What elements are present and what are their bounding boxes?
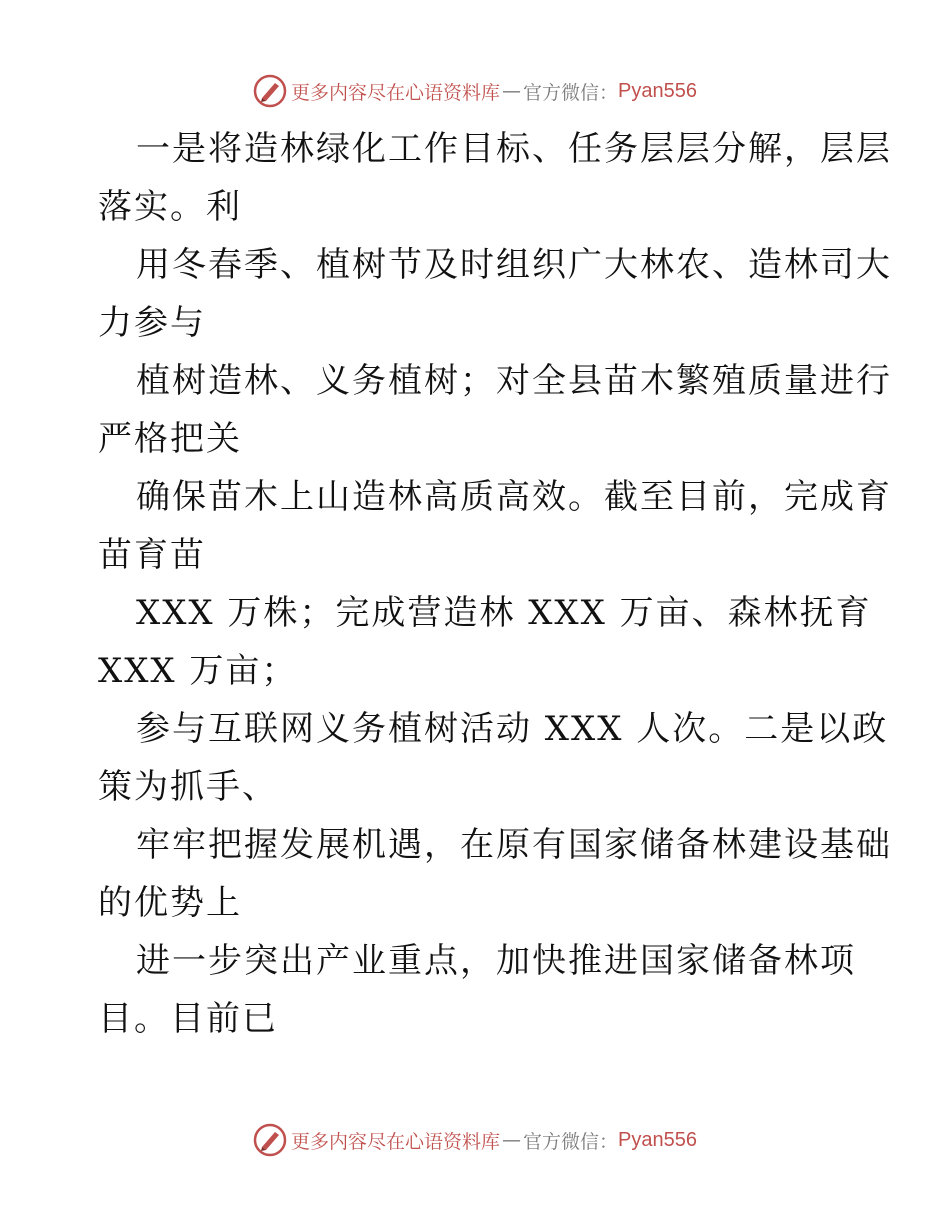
body-line: XXX 万亩； <box>98 651 298 691</box>
footer-banner <box>0 1120 950 1160</box>
body-line: 苗育苗 <box>98 535 206 575</box>
body-line: 一是将造林绿化工作目标、任务层层分解，层层 <box>136 129 892 169</box>
pen-logo-icon <box>253 74 287 108</box>
footer-wechat-label: 官方微信： <box>523 1130 619 1153</box>
header-banner <box>0 71 950 111</box>
document-body <box>98 120 892 1048</box>
body-line: XXX 万株；完成营造林 XXX 万亩、森林抚育 <box>136 593 872 633</box>
header-wechat-label: 官方微信： <box>523 81 619 104</box>
pen-logo-icon <box>253 1123 287 1157</box>
body-line: 参与互联网义务植树活动 XXX 人次。二是以政 <box>136 709 889 749</box>
header-wechat-id: Pyan556 <box>618 79 697 102</box>
body-line: 植树造林、义务植树；对全县苗木繁殖质量进行 <box>136 361 892 401</box>
body-line: 确保苗木上山造林高质高效。截至目前，完成育 <box>136 477 892 517</box>
body-line: 的优势上 <box>98 883 242 923</box>
header-text: 更多内容尽在心语资料库 <box>291 81 501 104</box>
body-line: 严格把关 <box>98 419 242 459</box>
body-line: 牢牢把握发展机遇，在原有国家储备林建设基础 <box>136 825 892 865</box>
body-line: 策为抓手、 <box>98 767 278 807</box>
footer-wechat-id: Pyan556 <box>618 1128 697 1151</box>
body-line: 用冬春季、植树节及时组织广大林农、造林司大 <box>136 245 892 285</box>
body-line: 目。目前已 <box>98 999 278 1039</box>
body-line: 进一步突出产业重点，加快推进国家储备林项 <box>136 941 856 981</box>
footer-separator: — <box>502 1129 522 1151</box>
header-separator: — <box>502 80 522 102</box>
body-line: 力参与 <box>98 303 206 343</box>
body-line: 落实。利 <box>98 187 242 227</box>
footer-text: 更多内容尽在心语资料库 <box>291 1130 501 1153</box>
